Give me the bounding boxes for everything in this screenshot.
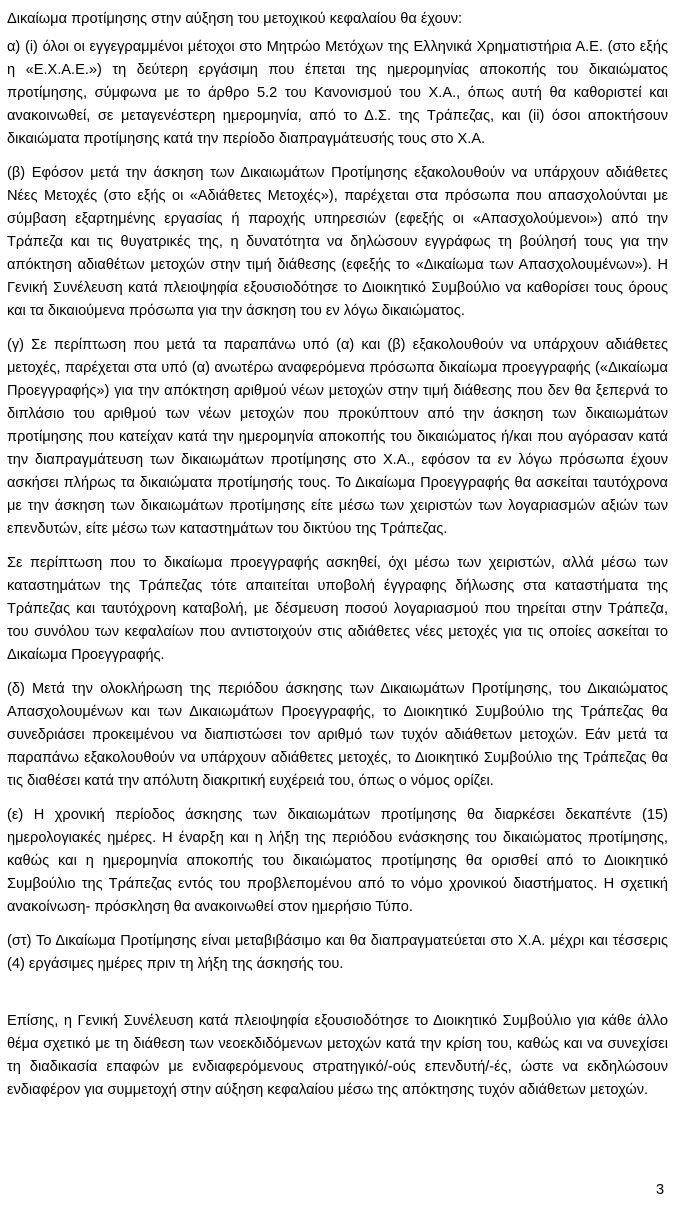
paragraph-d: (δ) Μετά την ολοκλήρωση της περιόδου άσκησης των Δικαιωμάτων Προτίμησης, του Δικαιώματος Απασχολουμένων και των Δικαιωμάτων Προεγγραφής, το Διοικητικό Συμβούλιο της Τράπεζας θα συνεδριάσει προκειμένου να διαπιστώσει τον αριθμό των τυχόν αδιάθετων μετοχών. Εάν μετά τα παραπάνω εξακολουθούν να υπάρχουν αδιάθετες μετοχές, το Διοικητικό Συμβούλιο της Τράπεζας θα τις διαθέσει κατά την απόλυτη διακριτική ευχέρειά του, όπως ο νόμος ορίζει. [7, 681, 668, 789]
closing-paragraph: Επίσης, η Γενική Συνέλευση κατά πλειοψηφία εξουσιοδότησε το Διοικητικό Συμβούλιο για κάθε άλλο θέμα σχετικό με τη διάθεση των νεοεκδιδόμενων μετοχών κατά την κρίση του, καθώς και να συνεχίσει τη διαδικασία επαφών με ενδιαφερόμενους στρατηγικό/-ούς επενδυτή/-ές, ώστε να εκδηλώσουν ενδιαφέρον για συμμετοχή στην αύξηση κεφαλαίου μέσω της απόκτησης τυχόν αδιάθετων μετοχών. [7, 1013, 668, 1098]
intro-paragraph: Δικαίωμα προτίμησης στην αύξηση του μετοχικού κεφαλαίου θα έχουν: [7, 11, 463, 27]
document-page [7, 8, 668, 1102]
paragraph-a: α) (i) όλοι οι εγγεγραμμένοι μέτοχοι στο Μητρώο Μετόχων της Ελληνικά Χρηματιστήρια Α.Ε. (στο εξής η «Ε.Χ.Α.Ε.») τη δεύτερη εργάσιμη που έπεται της ημερομηνίας αποκοπής του δικαιώματος προτίμησης, σύμφωνα με το άρθρο 5.2 του Κανονισμού του Χ.Α., όπως αυτή θα καθοριστεί και ανακοινωθεί, σε μεταγενέστερη ημερομηνία, από το Δ.Σ. της Τράπεζας, και (ii) όσοι αποκτήσουν δικαιώματα προτίμησης κατά την περίοδο διαπραγμάτευσής τους στο Χ.Α. [7, 39, 668, 147]
paragraph-g: (γ) Σε περίπτωση που μετά τα παραπάνω υπό (α) και (β) εξακολουθούν να υπάρχουν αδιάθετες μετοχές, παρέχεται στα υπό (α) ανωτέρω αναφερόμενα πρόσωπα δικαίωμα προεγγραφής («Δικαίωμα Προεγγραφής») για την απόκτηση αριθμού νέων μετοχών στην τιμή διάθεσης που δεν θα ξεπερνά το διπλάσιο του αριθμού των νέων μετοχών που προκύπτουν από την άσκηση των δικαιωμάτων προτίμησης που κατείχαν κατά την ημερομηνία αποκοπής του δικαιώματος ή/και που αγόρασαν κατά την διαπραγμάτευση των δικαιωμάτων προτίμησης στο Χ.Α., εφόσον τα εν λόγω πρόσωπα έχουν ασκήσει πλήρως τα δικαιώματα προτίμησής τους. Το Δικαίωμα Προεγγραφής θα ασκείται ταυτόχρονα με την άσκηση των δικαιωμάτων προτίμησης είτε μέσω των χειριστών των λογαριασμών αξιών των επενδυτών, είτε μέσω των καταστημάτων του δικτύου της Τράπεζας. [7, 337, 668, 537]
paragraph-st: (στ) Το Δικαίωμα Προτίμησης είναι μεταβιβάσιμο και θα διαπραγματεύεται στο Χ.Α. μέχρι και τέσσερις (4) εργάσιμες ημέρες πριν τη λήξη της άσκησής του. [7, 933, 668, 972]
paragraph-b: (β) Εφόσον μετά την άσκηση των Δικαιωμάτων Προτίμησης εξακολουθούν να υπάρχουν αδιάθετες Νέες Μετοχές (στο εξής οι «Αδιάθετες Μετοχές»), παρέχεται στα πρόσωπα που απασχολούνται με σύμβαση εξαρτημένης εργασίας ή παροχής υπηρεσιών (εφεξής οι «Απασχολούμενοι») από την Τράπεζα και τις θυγατρικές της, η δυνατότητα να δηλώσουν εγγράφως τη βούλησή τους για την απόκτηση αδιαθέτων μετοχών στην τιμή διάθεσης (εφεξής το «Δικαίωμα των Απασχολουμένων»). Η Γενική Συνέλευση κατά πλειοψηφία εξουσιοδότησε το Διοικητικό Συμβούλιο να καθορίσει τους όρους και τα δικαιούμενα πρόσωπα για την άσκηση του εν λόγω δικαιώματος. [7, 165, 668, 319]
paragraph-e: (ε) Η χρονική περίοδος άσκησης των δικαιωμάτων προτίμησης θα διαρκέσει δεκαπέντε (15) ημερολογιακές ημέρες. Η έναρξη και η λήξη της περιόδου ενάσκησης του δικαιώματος προτίμησης, καθώς και η ημερομηνία αποκοπής του δικαιώματος προτίμησης θα ορισθεί από το Διοικητικό Συμβούλιο της Τράπεζας εντός του προβλεπομένου από το νόμο χρονικού διαστήματος. Η σχετική ανακοίνωση- πρόσκληση θα ανακοινωθεί στον ημερήσιο Τύπο. [7, 807, 668, 915]
paragraph-g-continued: Σε περίπτωση που το δικαίωμα προεγγραφής ασκηθεί, όχι μέσω των χειριστών, αλλά μέσω των καταστημάτων της Τράπεζας τότε απαιτείται υποβολή έγγραφης δήλωσης στα καταστήματα της Τράπεζας και ταυτόχρονη καταβολή, με δέσμευση ποσού λογαριασμού που τηρείται στην Τράπεζα, του συνόλου των κεφαλαίων που αντιστοιχούν στις αδιάθετες νέες μετοχές για τις οποίες ασκείται το Δικαίωμα Προεγγραφής. [7, 555, 668, 663]
page-number: 3 [656, 1182, 665, 1198]
